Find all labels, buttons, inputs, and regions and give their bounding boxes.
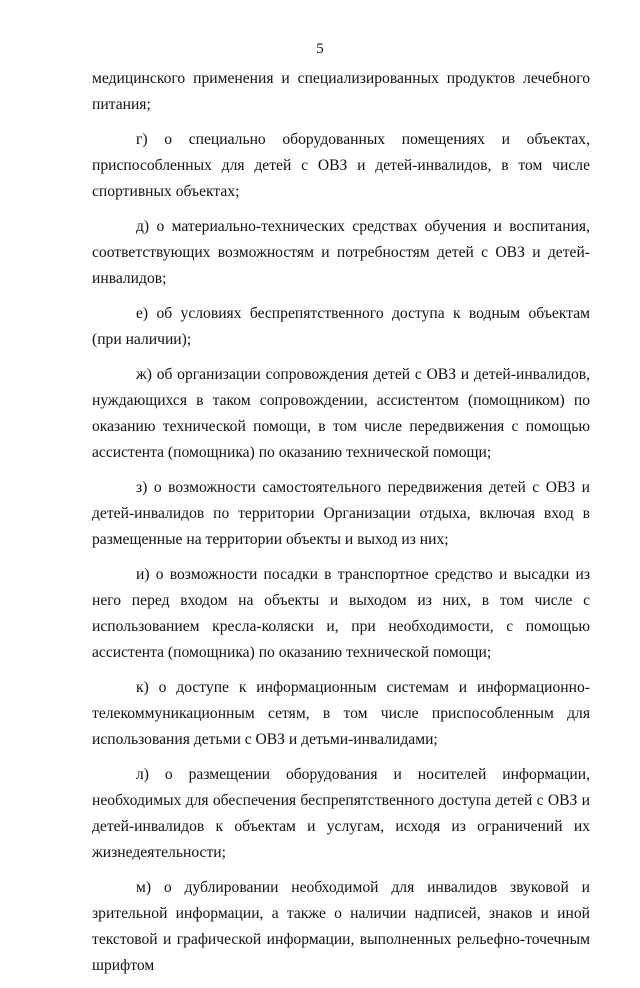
paragraph-item-z: з) о возможности самостоятельного передвижения детей с ОВЗ и детей-инвалидов по территории Организации отдыха, включая вход в размещенные на территории объекты и выход из них; — [92, 479, 590, 548]
paragraph-item-zh: ж) об организации сопровождения детей с ОВЗ и детей-инвалидов, нуждающихся в таком сопровождении, ассистентом (помощником) по оказанию технической помощи, в том числе передвижения с помощью ассистента (помощника) по оказанию технической помощи; — [92, 366, 590, 461]
paragraph-item-e: е) об условиях беспрепятственного доступа к водным объектам (при наличии); — [92, 305, 590, 348]
paragraph-continuation: медицинского применения и специализированных продуктов лечебного питания; — [92, 70, 590, 113]
paragraph-item-d: д) о материально-технических средствах обучения и воспитания, соответствующих возможностям и потребностям детей с ОВЗ и детей-инвалидов; — [92, 218, 590, 287]
paragraph-item-g: г) о специально оборудованных помещениях и объектах, приспособленных для детей с ОВЗ и детей-инвалидов, в том числе спортивных объектах; — [92, 131, 590, 200]
document-body — [92, 66, 590, 988]
paragraph-item-i: и) о возможности посадки в транспортное средство и высадки из него перед входом на объекты и выходом из них, в том числе с использованием кресла-коляски и, при необходимости, с помощью ассистента (помощника) по оказанию технической помощи; — [92, 566, 590, 661]
page-number: 5 — [316, 41, 324, 57]
paragraph-item-m: м) о дублировании необходимой для инвалидов звуковой и зрительной информации, а также о наличии надписей, знаков и иной текстовой и графической информации, выполненных рельефно-точечным шрифтом — [92, 879, 590, 974]
paragraph-item-k: к) о доступе к информационным системам и информационно-телекоммуникационным сетям, в том числе приспособленным для использования детьми с ОВЗ и детьми-инвалидами; — [92, 679, 590, 748]
paragraph-item-l: л) о размещении оборудования и носителей информации, необходимых для обеспечения беспрепятственного доступа детей с ОВЗ и детей-инвалидов к объектам и услугам, исходя из ограничений их жизнедеятельности; — [92, 766, 590, 861]
